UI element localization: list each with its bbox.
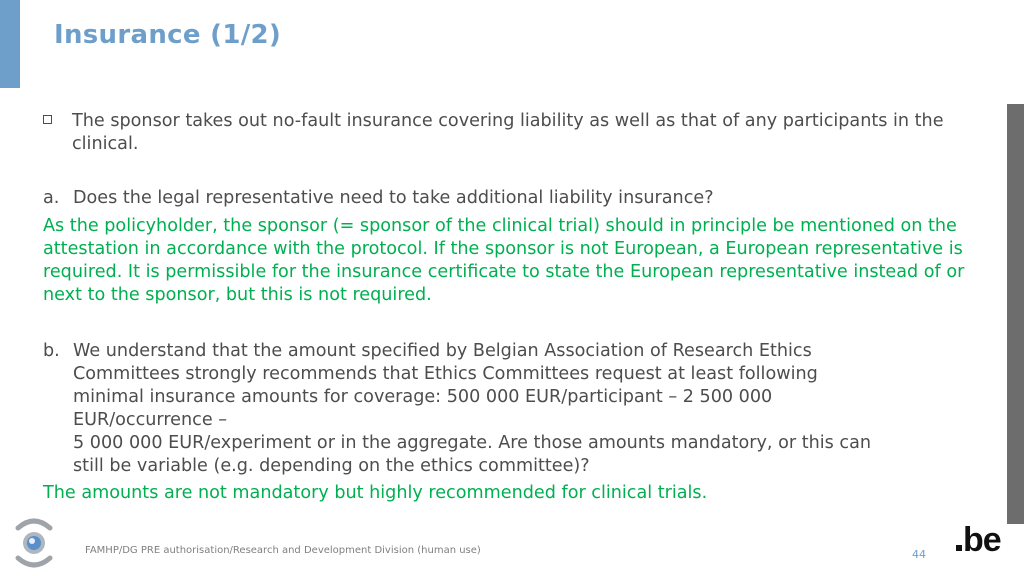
answer-a: As the policyholder, the sponsor (= sponsor of the clinical trial) should in principle be mentioned on the attestation in accordance with the protocol. If the sponsor is not European, a European representative is required. It is permissible for the insurance certificate to state the European representative instead of or next to the sponsor, but this is not required.	[43, 216, 965, 305]
intro-bullet-text: The sponsor takes out no-fault insurance covering liability as well as that of any participants in the clinical.	[72, 111, 944, 154]
famhp-logo-icon	[12, 516, 56, 570]
checkbox-bullet-icon	[43, 115, 52, 124]
right-edge-bar	[1007, 104, 1024, 524]
be-logo	[956, 520, 1001, 560]
title-accent-bar	[0, 0, 20, 88]
question-b-line: 5 000 000 EUR/experiment or in the aggregate. Are those amounts mandatory, or this can	[73, 433, 871, 453]
be-logo-dot	[956, 545, 962, 551]
question-a-text: Does the legal representative need to take additional liability insurance?	[73, 188, 714, 208]
question-a	[43, 187, 973, 210]
intro-bullet	[43, 110, 973, 156]
question-b-line: still be variable (e.g. depending on the ethics committee)?	[73, 456, 590, 476]
question-b-line: EUR/occurrence –	[73, 410, 228, 430]
footer-text: FAMHP/DG PRE authorisation/Research and Development Division (human use)	[85, 545, 481, 556]
be-logo-text: be	[963, 521, 1001, 559]
question-b-line: Committees strongly recommends that Ethics Committees request at least following	[73, 364, 818, 384]
slide-title: Insurance (1/2)	[54, 20, 282, 50]
question-b-marker: b.	[43, 341, 60, 361]
question-b	[43, 340, 973, 478]
question-b-line: We understand that the amount specified by Belgian Association of Research Ethics	[73, 341, 812, 361]
page-number: 44	[912, 548, 926, 561]
question-a-marker: a.	[43, 188, 60, 208]
question-b-line: minimal insurance amounts for coverage: 500 000 EUR/participant – 2 500 000	[73, 387, 773, 407]
answer-b: The amounts are not mandatory but highly recommended for clinical trials.	[43, 483, 708, 503]
question-b-text	[73, 340, 973, 478]
